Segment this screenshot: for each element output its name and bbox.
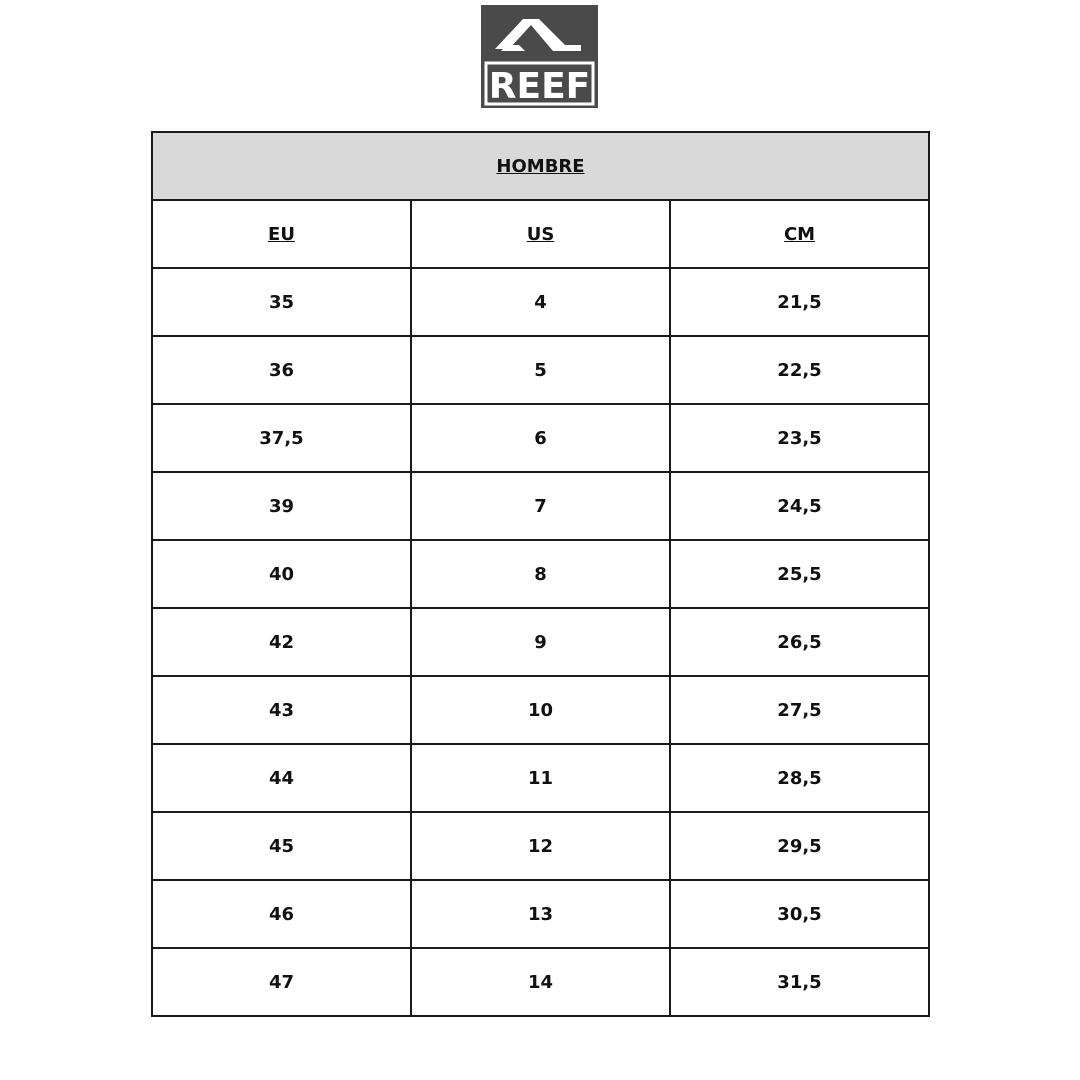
cm-size-cell: 30,5 xyxy=(670,880,929,948)
column-header-us: US xyxy=(411,200,670,268)
us-size-cell: 11 xyxy=(411,744,670,812)
eu-size-cell: 37,5 xyxy=(152,404,411,472)
table-row xyxy=(152,268,929,336)
us-size-cell: 7 xyxy=(411,472,670,540)
reef-logo-image xyxy=(481,5,598,108)
us-size-cell: 5 xyxy=(411,336,670,404)
us-size-cell: 10 xyxy=(411,676,670,744)
table-row xyxy=(152,336,929,404)
eu-size-cell: 40 xyxy=(152,540,411,608)
column-header-eu: EU xyxy=(152,200,411,268)
size-table xyxy=(151,131,930,1017)
us-size-cell: 9 xyxy=(411,608,670,676)
table-row xyxy=(152,744,929,812)
eu-size-cell: 47 xyxy=(152,948,411,1016)
eu-size-cell: 35 xyxy=(152,268,411,336)
cm-size-cell: 21,5 xyxy=(670,268,929,336)
header-row xyxy=(152,200,929,268)
cm-size-cell: 24,5 xyxy=(670,472,929,540)
cm-size-cell: 25,5 xyxy=(670,540,929,608)
table-title: HOMBRE xyxy=(152,132,929,200)
us-size-cell: 12 xyxy=(411,812,670,880)
table-row xyxy=(152,404,929,472)
cm-size-cell: 26,5 xyxy=(670,608,929,676)
table-row xyxy=(152,676,929,744)
us-size-cell: 6 xyxy=(411,404,670,472)
us-size-cell: 8 xyxy=(411,540,670,608)
cm-size-cell: 27,5 xyxy=(670,676,929,744)
eu-size-cell: 44 xyxy=(152,744,411,812)
us-size-cell: 13 xyxy=(411,880,670,948)
table-row xyxy=(152,880,929,948)
table-row xyxy=(152,540,929,608)
cm-size-cell: 28,5 xyxy=(670,744,929,812)
us-size-cell: 14 xyxy=(411,948,670,1016)
eu-size-cell: 43 xyxy=(152,676,411,744)
title-row xyxy=(152,132,929,200)
table-row xyxy=(152,948,929,1016)
cm-size-cell: 29,5 xyxy=(670,812,929,880)
logo-wordmark: REEF xyxy=(488,66,591,107)
cm-size-cell: 22,5 xyxy=(670,336,929,404)
column-header-cm: CM xyxy=(670,200,929,268)
cm-size-cell: 31,5 xyxy=(670,948,929,1016)
eu-size-cell: 42 xyxy=(152,608,411,676)
eu-size-cell: 46 xyxy=(152,880,411,948)
table-row xyxy=(152,608,929,676)
reef-logo xyxy=(481,5,598,108)
eu-size-cell: 39 xyxy=(152,472,411,540)
table-row xyxy=(152,472,929,540)
eu-size-cell: 45 xyxy=(152,812,411,880)
table-row xyxy=(152,812,929,880)
eu-size-cell: 36 xyxy=(152,336,411,404)
us-size-cell: 4 xyxy=(411,268,670,336)
cm-size-cell: 23,5 xyxy=(670,404,929,472)
